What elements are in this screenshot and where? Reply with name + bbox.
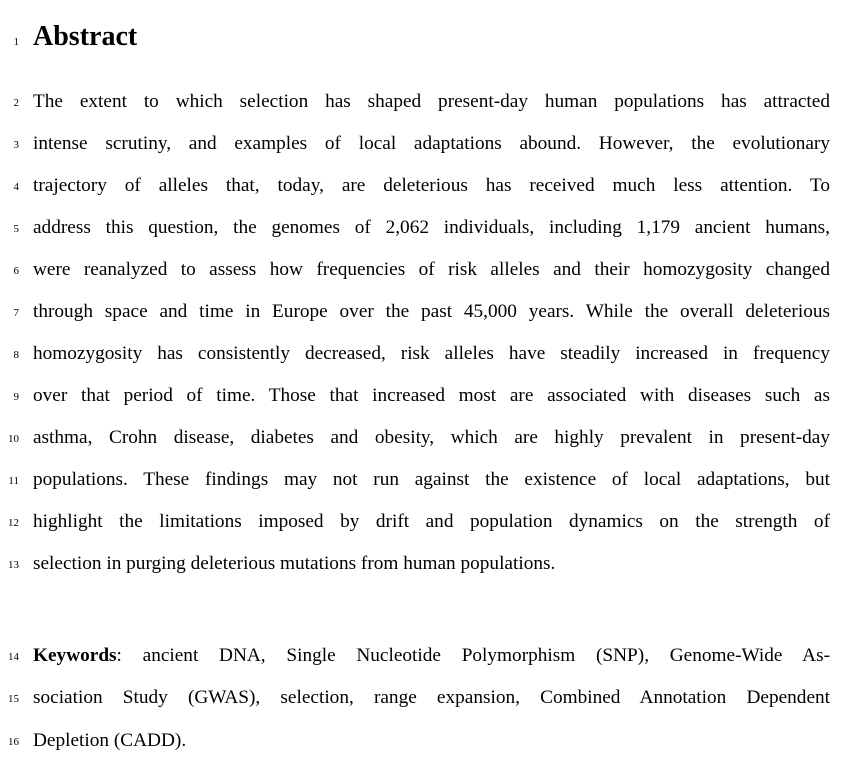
line-number: 2	[13, 97, 19, 109]
abstract-line	[0, 300, 850, 330]
line-number: 8	[13, 349, 19, 361]
abstract-line-text: populations. These findings may not run against the existence of local adaptations, but	[33, 469, 830, 490]
abstract-heading-line	[0, 20, 850, 50]
line-number: 3	[13, 139, 19, 151]
line-number: 9	[13, 391, 19, 403]
abstract-line-text: through space and time in Europe over the past 45,000 years. While the overall deleterious	[33, 301, 830, 322]
keywords-line	[0, 686, 850, 716]
abstract-line-text: The extent to which selection has shaped present-day human populations has attracted	[33, 91, 830, 112]
line-number: 11	[8, 475, 19, 487]
abstract-line	[0, 90, 850, 120]
abstract-line-text: address this question, the genomes of 2,062 individuals, including 1,179 ancient humans,	[33, 217, 830, 238]
keywords-label: Keywords	[33, 645, 117, 666]
abstract-line-text: were reanalyzed to assess how frequencies of risk alleles and their homozygosity changed	[33, 259, 830, 280]
abstract-line	[0, 216, 850, 246]
abstract-line	[0, 384, 850, 414]
line-number: 7	[13, 307, 19, 319]
line-number: 13	[8, 559, 19, 571]
keywords-line-text	[33, 644, 830, 668]
abstract-heading: Abstract	[33, 21, 138, 52]
line-number: 5	[13, 223, 19, 235]
line-number: 1	[13, 36, 19, 48]
line-number: 4	[13, 181, 19, 193]
line-number: 12	[8, 517, 19, 529]
abstract-line-text: asthma, Crohn disease, diabetes and obesity, which are highly prevalent in present-day	[33, 427, 830, 448]
abstract-line-text: over that period of time. Those that increased most are associated with diseases such as	[33, 385, 830, 406]
abstract-line	[0, 510, 850, 540]
abstract-line	[0, 342, 850, 372]
keywords-line	[0, 644, 850, 674]
keywords-line-text: sociation Study (GWAS), selection, range expansion, Combined Annotation Dependent	[33, 687, 830, 708]
abstract-line-text: intense scrutiny, and examples of local adaptations abound. However, the evolutionary	[33, 133, 830, 154]
abstract-line	[0, 552, 850, 582]
abstract-line	[0, 132, 850, 162]
line-number: 6	[13, 265, 19, 277]
abstract-line-text: highlight the limitations imposed by drift and population dynamics on the strength of	[33, 511, 830, 532]
abstract-line	[0, 174, 850, 204]
abstract-line	[0, 258, 850, 288]
abstract-line-text: selection in purging deleterious mutations from human populations.	[33, 553, 556, 574]
keywords-line-text: Depletion (CADD).	[33, 730, 187, 751]
keywords-line	[0, 729, 850, 759]
line-number: 14	[8, 651, 19, 663]
abstract-line	[0, 426, 850, 456]
abstract-line-text: homozygosity has consistently decreased, risk alleles have steadily increased in frequency	[33, 343, 830, 364]
line-number: 10	[8, 433, 19, 445]
line-number: 16	[8, 736, 19, 748]
keywords-text: : ancient DNA, Single Nucleotide Polymorphism (SNP), Genome-Wide As-	[116, 645, 830, 666]
abstract-line-text: trajectory of alleles that, today, are deleterious has received much less attention. To	[33, 175, 830, 196]
line-number: 15	[8, 693, 19, 705]
abstract-line	[0, 468, 850, 498]
